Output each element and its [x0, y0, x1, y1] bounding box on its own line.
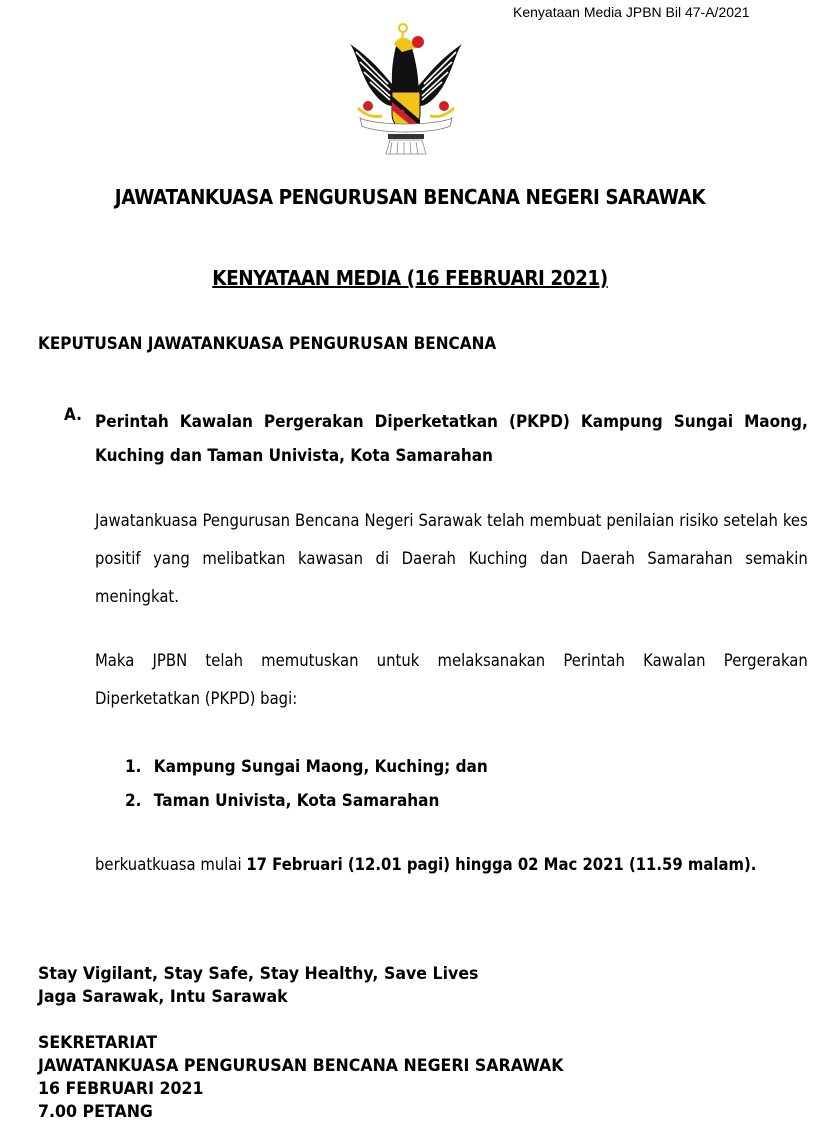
- location-list: [125, 750, 488, 818]
- slogan-english: Stay Vigilant, Stay Safe, Stay Healthy, Save Lives: [38, 964, 479, 984]
- paragraph-decision: Maka JPBN telah memutuskan untuk melaksanakan Perintah Kawalan Pergerakan Diperketatkan (PKPD) bagi:: [95, 651, 808, 708]
- footer: [38, 963, 563, 1124]
- paragraph-effective-period: [95, 848, 808, 882]
- secretariat-label: SEKRETARIAT: [38, 1033, 158, 1053]
- section-heading: KEPUTUSAN JAWATANKUASA PENGURUSAN BENCANA: [38, 334, 497, 354]
- statement-title: KENYATAAN MEDIA (16 FEBRUARI 2021): [212, 266, 608, 290]
- list-text: Taman Univista, Kota Samarahan: [153, 791, 440, 811]
- list-text: Kampung Sungai Maong, Kuching; dan: [153, 757, 488, 777]
- footer-time: 7.00 PETANG: [38, 1102, 153, 1122]
- slogan-malay: Jaga Sarawak, Intu Sarawak: [38, 987, 288, 1007]
- item-heading: Perintah Kawalan Pergerakan Diperketatkan (PKPD) Kampung Sungai Maong, Kuching dan Taman Univista, Kota Samarahan: [95, 412, 808, 466]
- effective-period: 17 Februari (12.01 pagi) hingga 02 Mac 2021 (11.59 malam).: [246, 855, 757, 874]
- document-reference: Kenyataan Media JPBN Bil 47-A/2021: [513, 4, 750, 20]
- list-number: 2.: [125, 791, 142, 811]
- list-number: 1.: [125, 757, 142, 777]
- effective-prefix: berkuatkuasa mulai: [95, 855, 247, 874]
- item-letter: A.: [64, 405, 82, 425]
- footer-date: 16 FEBRUARI 2021: [38, 1079, 204, 1099]
- list-item: [125, 750, 488, 784]
- paragraph-risk-assessment: Jawatankuasa Pengurusan Bencana Negeri Sarawak telah membuat penilaian risiko setelah kes positif yang melibatkan kawasan di Daerah Kuching dan Daerah Samarahan semakin meningkat.: [95, 511, 808, 606]
- sarawak-crest-icon: [346, 22, 466, 156]
- list-item: [125, 784, 488, 818]
- footer-organization: JAWATANKUASA PENGURUSAN BENCANA NEGERI SARAWAK: [38, 1056, 564, 1076]
- organization-title: JAWATANKUASA PENGURUSAN BENCANA NEGERI SARAWAK: [114, 185, 706, 209]
